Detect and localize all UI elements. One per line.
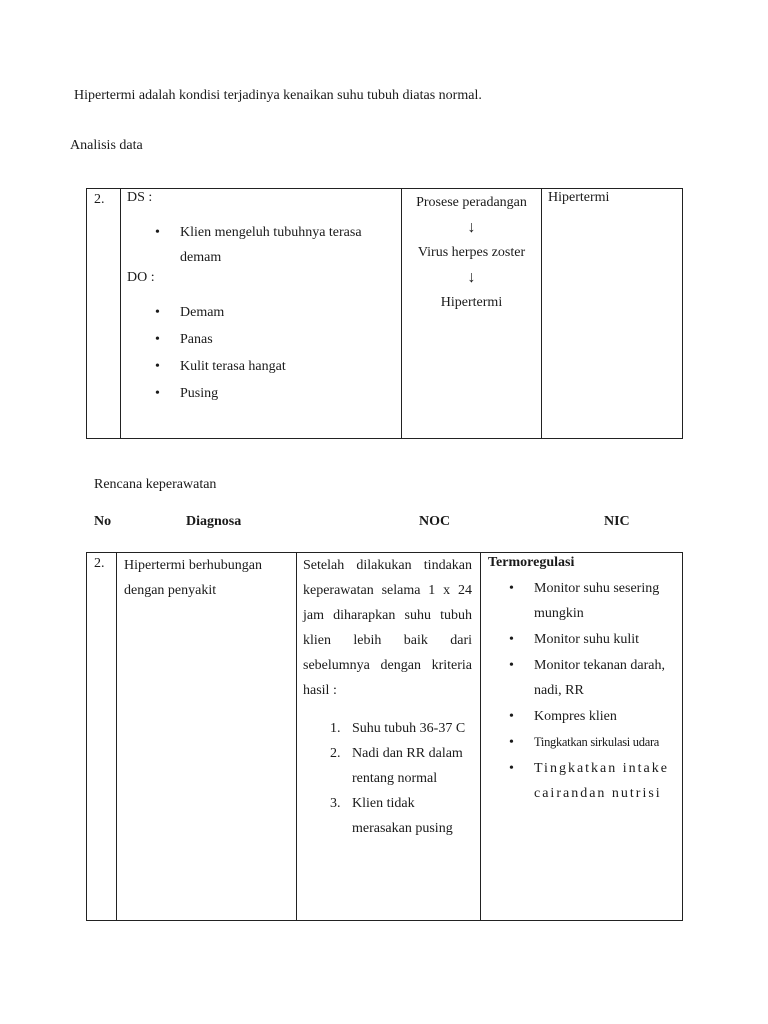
arrow-down-icon: ↓ xyxy=(467,219,476,236)
nic-item: • Monitor suhu sesering mungkin xyxy=(534,576,676,626)
section-heading-rencana: Rencana keperawatan xyxy=(94,477,217,492)
do-item: • Pusing xyxy=(180,380,401,407)
nic-cell xyxy=(481,553,683,921)
do-label: DO : xyxy=(127,270,155,285)
do-item: • Kulit terasa hangat xyxy=(180,353,401,380)
diagnosa-text: Hipertermi berhubungan dengan penyakit xyxy=(124,558,263,598)
row-number-cell xyxy=(87,553,117,921)
nic-item: • Monitor suhu kulit xyxy=(534,627,676,652)
noc-criteria-item: 2. Nadi dan RR dalam rentang normal xyxy=(330,746,463,786)
ds-item: • Klien mengeluh tubuhnya terasa demam xyxy=(180,220,401,270)
row-number-cell xyxy=(87,189,121,439)
noc-criteria-item: 1. Suhu tubuh 36-37 C xyxy=(330,721,466,736)
etiology-cell xyxy=(402,189,542,439)
header-noc: NOC xyxy=(419,514,451,529)
do-item: • Demam xyxy=(180,299,401,326)
intro-text: Hipertermi adalah kondisi terjadinya kenaikan suhu tubuh diatas normal. xyxy=(74,88,482,103)
problem-cell xyxy=(542,189,683,439)
nic-item: • Monitor tekanan darah, nadi, RR xyxy=(534,653,676,703)
table-row xyxy=(87,189,683,439)
nic-title: Termoregulasi xyxy=(488,555,575,570)
do-item: • Panas xyxy=(180,326,401,353)
ds-label: DS : xyxy=(127,190,153,205)
noc-text: Setelah dilakukan tindakan keperawatan selama 1 x 24 jam diharapkan suhu tubuh klien lebih baik dari sebelumnya dengan kriteria hasil : xyxy=(303,558,472,698)
etiology-item: Virus herpes zoster xyxy=(417,245,526,260)
problem-text: Hipertermi xyxy=(548,190,610,205)
analysis-table xyxy=(86,188,683,439)
section-heading-analisis: Analisis data xyxy=(70,138,143,153)
arrow-down-icon: ↓ xyxy=(467,269,476,286)
nic-item: • Kompres klien xyxy=(534,704,676,729)
row-number: 2. xyxy=(94,556,105,571)
data-cell xyxy=(121,189,402,439)
table-row xyxy=(87,553,683,921)
row-number: 2. xyxy=(94,192,105,207)
noc-cell xyxy=(297,553,481,921)
noc-criteria-item: 3. Klien tidak merasakan pusing xyxy=(330,796,453,836)
header-nic: NIC xyxy=(604,514,630,529)
header-diagnosa: Diagnosa xyxy=(186,514,242,529)
nic-item: • Tingkatkan sirkulasi udara xyxy=(534,730,676,755)
header-no: No xyxy=(94,514,112,529)
nic-item: • Tingkatkan intake cairandan nutrisi xyxy=(534,756,676,806)
diagnosa-cell xyxy=(117,553,297,921)
etiology-item: Hipertermi xyxy=(440,295,503,310)
etiology-item: Prosese peradangan xyxy=(416,195,527,210)
care-plan-table xyxy=(86,552,683,921)
